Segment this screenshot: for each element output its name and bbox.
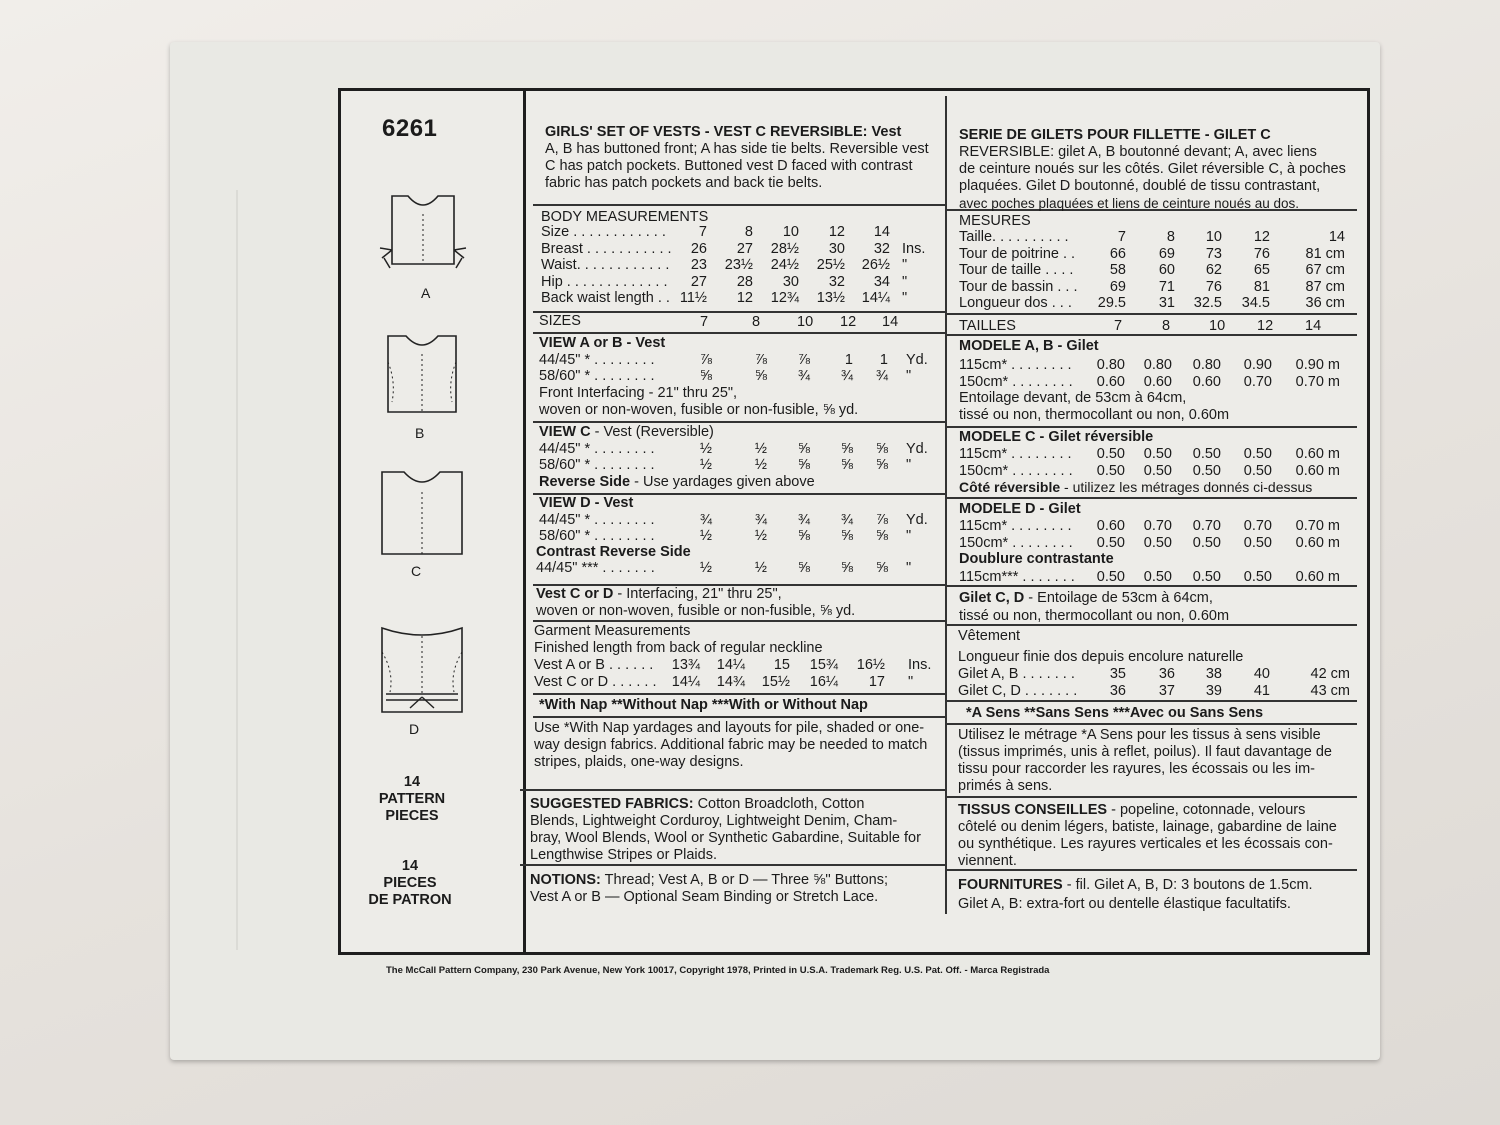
row-value: 8 [1166, 229, 1175, 245]
row-value: 0.70 [1243, 373, 1272, 390]
fr-title-line: plaquées. Gilet D boutonné, doublé de tissu contrastant, [959, 178, 1321, 194]
row-value: 37 [1158, 683, 1175, 699]
row-value: 32 [873, 240, 890, 257]
vest-buttoned-icon [382, 332, 462, 418]
sens-text: Utilisez le métrage *A Sens pour les tissus à sens visible [958, 727, 1321, 743]
row-value: 15 [773, 657, 790, 673]
view-d-heading: VIEW D - Vest [539, 495, 634, 511]
row-label: Tour de bassin . . . [959, 278, 1078, 295]
row-value: 67 cm [1305, 262, 1345, 278]
row-value: ¾ [699, 512, 712, 528]
row-value: ½ [699, 528, 712, 544]
vest-cd-interfacing-2: woven or non-woven, fusible or non-fusible, ⅝ yd. [536, 603, 856, 619]
row-label: 44/45" * . . . . . . . . [539, 512, 655, 528]
view-c-heading: VIEW C - Vest (Reversible) [539, 424, 714, 440]
en-title-line: A, B has buttoned front; A has side tie belts. Reversible vest [545, 141, 929, 157]
row-value: ⅝ [875, 528, 888, 544]
doublure-heading: Doublure contrastante [959, 551, 1114, 567]
row-value: 7 [1117, 229, 1126, 245]
sens-text: (tissus imprimés, unis à reflet, poilus). Il faut davantage de [958, 744, 1332, 760]
row-value: ½ [754, 528, 767, 544]
row-value: 0.50 [1096, 569, 1125, 585]
sizes-label: SIZES [539, 313, 581, 329]
row-label: Gilet C, D . . . . . . . [958, 683, 1078, 699]
row-value: 23½ [724, 257, 753, 273]
row-value: 1 [879, 352, 888, 368]
row-label: 115cm*** . . . . . . . [959, 569, 1075, 585]
row-value: ¾ [797, 512, 810, 528]
fr-title-line: SERIE DE GILETS POUR FILLETTE - GILET C [959, 127, 1271, 143]
row-value: 34.5 [1241, 295, 1270, 311]
row-value: 10 [782, 224, 799, 240]
fournitures: FOURNITURES - fil. Gilet A, B, D: 3 boutons de 1.5cm. [958, 877, 1313, 893]
row-value: 76 [1205, 278, 1222, 295]
pattern-pieces-label-2: PIECES [385, 808, 439, 824]
modele-ab-note: Entoilage devant, de 53cm à 64cm, [959, 390, 1187, 406]
pattern-number: 6261 [382, 115, 438, 142]
garment-measurements-heading: Garment Measurements [534, 623, 691, 639]
row-label: 58/60" * . . . . . . . . [539, 528, 655, 544]
tailles-label: TAILLES [959, 318, 1016, 334]
row-value: 0.50 [1143, 569, 1172, 585]
row-value: 0.50 [1192, 534, 1221, 551]
view-ab-note: woven or non-woven, fusible or non-fusible, ⅝ yd. [539, 402, 859, 418]
row-value: ¾ [875, 368, 888, 384]
row-value: 0.60 m [1295, 462, 1340, 479]
pieces-patron-label: PIECES [383, 875, 437, 891]
row-value: 14¼ [716, 657, 745, 673]
view-label-a: A [421, 285, 431, 301]
tissus-line: viennent. [958, 853, 1017, 869]
row-value: 8 [744, 224, 753, 240]
envelope-flap [196, 190, 238, 950]
row-value: 0.80 [1192, 357, 1221, 373]
row-value: 16½ [856, 657, 885, 673]
row-value: 14 [873, 224, 890, 240]
row-value: 1 [844, 352, 853, 368]
row-value: 39 [1205, 683, 1222, 699]
size-value: 14 [882, 314, 899, 330]
row-label: Vest C or D . . . . . . [534, 673, 657, 690]
row-value: 76 [1253, 245, 1270, 262]
sens-text: tissu pour raccorder les rayures, les écossais ou les im- [958, 761, 1315, 777]
row-value: 14 [1328, 229, 1345, 245]
taille-value: 12 [1257, 318, 1274, 334]
row-value: 62 [1205, 262, 1222, 278]
row-value: 0.70 [1143, 518, 1172, 534]
row-label: 150cm* . . . . . . . . [959, 373, 1073, 390]
row-value: 0.60 [1096, 373, 1125, 390]
row-value: ⅝ [797, 457, 810, 473]
view-label-d: D [409, 721, 420, 737]
row-value: 31 [1158, 295, 1175, 311]
row-value: 0.80 [1143, 357, 1172, 373]
row-value: ½ [754, 441, 767, 457]
size-value: 10 [797, 314, 814, 330]
taille-value: 8 [1162, 318, 1171, 334]
row-value: 66 [1109, 245, 1126, 262]
row-unit: " [906, 457, 912, 473]
row-value: ⅝ [797, 528, 810, 544]
vetement-heading: Vêtement [958, 628, 1021, 644]
row-value: ⅝ [840, 441, 853, 457]
suggested-fabrics-line: bray, Wool Blends, Wool or Synthetic Gabardine, Suitable for [530, 830, 921, 846]
row-value: 41 [1253, 683, 1270, 699]
row-value: 0.50 [1143, 446, 1172, 462]
row-value: 26½ [861, 257, 890, 273]
row-value: ⅞ [754, 352, 767, 368]
pieces-patron-count: 14 [401, 858, 419, 874]
view-label-c: C [411, 563, 422, 579]
row-unit: " [902, 290, 908, 306]
row-unit: " [906, 368, 912, 384]
row-value: 38 [1205, 666, 1222, 682]
body-measurements-heading: BODY MEASUREMENTS [541, 209, 709, 225]
notions: NOTIONS: Thread; Vest A, B or D — Three ⅝'' Buttons; [530, 872, 888, 888]
view-label-b: B [415, 425, 425, 441]
tissus-conseilles: TISSUS CONSEILLES - popeline, cotonnade, velours [958, 802, 1306, 818]
row-value: 24½ [770, 257, 799, 273]
row-value: 0.50 [1096, 462, 1125, 479]
row-value: 65 [1253, 262, 1270, 278]
gilet-cd-entoilage-2: tissé ou non, thermocollant ou non, 0.60m [959, 608, 1230, 624]
row-value: ⅝ [797, 560, 810, 576]
en-title-line: GIRLS' SET OF VESTS - VEST C REVERSIBLE: Vest [545, 124, 902, 140]
row-value: 69 [1158, 245, 1175, 262]
row-value: 81 [1253, 278, 1270, 295]
vest-cd-interfacing: Vest C or D - Interfacing, 21" thru 25", [536, 586, 782, 602]
row-value: 0.70 m [1295, 373, 1340, 390]
size-value: 7 [700, 314, 709, 330]
suggested-fabrics: SUGGESTED FABRICS: Cotton Broadcloth, Cotton [530, 796, 865, 812]
row-value: 32 [828, 273, 845, 290]
row-value: 26 [690, 240, 707, 257]
row-value: ⅝ [699, 368, 712, 384]
row-value: 35 [1109, 666, 1126, 682]
vest-back-tie-icon [376, 622, 468, 718]
row-value: 73 [1205, 245, 1222, 262]
row-value: ⅞ [699, 352, 712, 368]
row-value: ⅝ [875, 441, 888, 457]
column-divider [945, 96, 947, 914]
size-value: 8 [752, 314, 761, 330]
row-value: 13¾ [671, 657, 700, 673]
row-value: ½ [754, 457, 767, 473]
row-unit: Yd. [906, 512, 928, 528]
row-value: 69 [1109, 278, 1126, 295]
fournitures-line: Gilet A, B: extra-fort ou dentelle élastique facultatifs. [958, 896, 1291, 912]
modele-d-heading: MODELE D - Gilet [959, 501, 1081, 517]
row-value: 29.5 [1097, 295, 1126, 311]
fr-title-line: de ceinture noués sur les côtés. Gilet réversible C, à poches [959, 161, 1346, 177]
row-label: 115cm* . . . . . . . . [959, 446, 1072, 462]
row-value: 0.80 [1096, 357, 1125, 373]
row-value: 0.60 m [1295, 569, 1340, 585]
row-value: 7 [698, 224, 707, 240]
modele-ab-note: tissé ou non, thermocollant ou non, 0.60m [959, 407, 1230, 423]
row-value: 0.50 [1192, 462, 1221, 479]
row-value: 0.70 [1192, 518, 1221, 534]
pattern-pieces-count: 14 [403, 774, 421, 790]
row-value: 17 [868, 673, 885, 690]
row-value: 12 [736, 290, 753, 306]
en-title-line: C has patch pockets. Buttoned vest D faced with contrast [545, 158, 913, 174]
row-value: 34 [873, 273, 890, 290]
copyright-footer: The McCall Pattern Company, 230 Park Avenue, New York 10017, Copyright 1978, Printed in U.S.A. Trademark Reg. U.S. Pat. Off. - Marca Registrada [386, 965, 1050, 976]
row-label: 58/60" * . . . . . . . . [539, 368, 655, 384]
row-value: 81 cm [1305, 245, 1345, 262]
row-value: 14¼ [861, 290, 890, 306]
view-c-note: Reverse Side - Use yardages given above [539, 474, 815, 490]
row-value: 12 [828, 224, 845, 240]
row-label: 44/45" * . . . . . . . . [539, 352, 655, 368]
row-unit: Ins. [908, 657, 932, 673]
row-value: 0.60 [1096, 518, 1125, 534]
row-label: 58/60" * . . . . . . . . [539, 457, 655, 473]
row-value: 12 [1253, 229, 1270, 245]
row-value: ⅝ [754, 368, 767, 384]
row-value: 0.70 m [1295, 518, 1340, 534]
row-value: ¾ [797, 368, 810, 384]
taille-value: 10 [1209, 318, 1226, 334]
row-value: 36 [1158, 666, 1175, 682]
row-value: 58 [1109, 262, 1126, 278]
row-value: 15¾ [809, 657, 838, 673]
row-value: 87 cm [1305, 278, 1345, 295]
tissus-line: ou synthétique. Les rayures verticales et les écossais con- [958, 836, 1333, 852]
row-value: 0.50 [1243, 446, 1272, 462]
fr-title-line: REVERSIBLE: gilet A, B boutonné devant; A, avec liens [959, 144, 1317, 160]
row-unit: " [906, 560, 912, 576]
row-value: ½ [754, 560, 767, 576]
row-value: 14¼ [671, 673, 700, 690]
row-value: 27 [690, 273, 707, 290]
row-unit: Yd. [906, 441, 928, 457]
gilet-cd-entoilage: Gilet C, D - Entoilage de 53cm à 64cm, [959, 590, 1213, 606]
row-value: 0.60 [1192, 373, 1221, 390]
row-value: 13½ [816, 290, 845, 306]
row-label: Back waist length . . [541, 290, 670, 306]
row-value: ¾ [840, 512, 853, 528]
row-value: 11½ [679, 290, 707, 306]
view-ab-note: Front Interfacing - 21" thru 25", [539, 385, 738, 401]
row-value: 28 [736, 273, 753, 290]
row-label: Breast . . . . . . . . . . . [541, 240, 672, 257]
sens-text: primés à sens. [958, 778, 1053, 794]
row-label: Gilet A, B . . . . . . . [958, 666, 1075, 682]
row-label: Hip . . . . . . . . . . . . . [541, 273, 668, 290]
sens-legend: *A Sens **Sans Sens ***Avec ou Sans Sens [966, 705, 1264, 721]
row-label: 115cm* . . . . . . . . [959, 518, 1072, 534]
row-value: ⅝ [797, 441, 810, 457]
row-value: 16¼ [809, 673, 838, 690]
row-label: Tour de taille . . . . [959, 262, 1074, 278]
row-value: 42 cm [1310, 666, 1350, 682]
contrast-reverse-heading: Contrast Reverse Side [536, 544, 691, 560]
row-value: ½ [699, 457, 712, 473]
row-label: Vest A or B . . . . . . [534, 657, 654, 673]
row-value: ⅝ [840, 560, 853, 576]
row-value: 0.50 [1243, 462, 1272, 479]
row-value: 40 [1253, 666, 1270, 682]
row-value: 30 [828, 240, 845, 257]
row-label: Tour de poitrine . . [959, 245, 1076, 262]
row-value: 0.50 [1243, 569, 1272, 585]
row-value: 0.70 [1243, 518, 1272, 534]
modele-ab-heading: MODELE A, B - Gilet [959, 338, 1099, 354]
row-value: 0.50 [1096, 446, 1125, 462]
row-value: 10 [1205, 229, 1222, 245]
row-label: 150cm* . . . . . . . . [959, 534, 1073, 551]
row-label: 115cm* . . . . . . . . [959, 357, 1072, 373]
row-value: ¾ [754, 512, 767, 528]
row-value: 12¾ [770, 290, 799, 306]
row-unit: " [902, 257, 908, 273]
row-value: 43 cm [1310, 683, 1350, 699]
row-value: ⅝ [875, 560, 888, 576]
row-value: 28½ [770, 240, 799, 257]
nap-legend: *With Nap **Without Nap ***With or Without Nap [539, 697, 868, 713]
row-unit: " [902, 273, 908, 290]
row-value: 0.60 [1143, 373, 1172, 390]
nap-text: stripes, plaids, one-way designs. [534, 754, 744, 770]
row-value: 0.90 m [1295, 357, 1340, 373]
row-value: ½ [699, 441, 712, 457]
row-value: ⅞ [875, 512, 888, 528]
vest-side-ties-icon [378, 192, 468, 276]
row-label: Waist. . . . . . . . . . . . [541, 257, 670, 273]
row-value: 15½ [761, 673, 790, 690]
row-unit: " [908, 673, 914, 690]
row-label: 44/45" *** . . . . . . . [536, 560, 655, 576]
view-ab-heading: VIEW A or B - Vest [539, 335, 666, 351]
vest-plain-icon [376, 468, 468, 560]
row-value: 60 [1158, 262, 1175, 278]
row-value: 0.50 [1143, 462, 1172, 479]
nap-text: Use *With Nap yardages and layouts for pile, shaded or one- [534, 720, 925, 736]
row-value: 0.50 [1192, 569, 1221, 585]
taille-value: 14 [1305, 318, 1322, 334]
fr-title-line: avec poches plaquées et liens de ceinture noués au dos. [959, 196, 1299, 211]
row-value: ⅝ [840, 528, 853, 544]
row-label: Longueur dos . . . [959, 295, 1072, 311]
size-value: 12 [840, 314, 857, 330]
row-value: 0.60 m [1295, 446, 1340, 462]
row-value: 0.50 [1192, 446, 1221, 462]
row-label: Taille. . . . . . . . . . [959, 229, 1069, 245]
vetement-sub: Longueur finie dos depuis encolure naturelle [958, 649, 1244, 665]
row-label: Size . . . . . . . . . . . . [541, 224, 666, 240]
row-value: ½ [699, 560, 712, 576]
row-value: 0.50 [1143, 534, 1172, 551]
pieces-patron-label-2: DE PATRON [368, 892, 452, 908]
row-value: 14¾ [716, 673, 745, 690]
row-value: 71 [1158, 278, 1175, 295]
pattern-pieces-label: PATTERN [378, 791, 446, 807]
row-value: 0.50 [1243, 534, 1272, 551]
nap-text: way design fabrics. Additional fabric may be needed to match [534, 737, 928, 753]
row-label: 150cm* . . . . . . . . [959, 462, 1073, 479]
suggested-fabrics-line: Blends, Lightweight Corduroy, Lightweight Denim, Cham- [530, 813, 898, 829]
row-value: 0.50 [1096, 534, 1125, 551]
mesures-heading: MESURES [959, 213, 1031, 229]
row-value: 0.90 [1243, 357, 1272, 373]
en-title-line: fabric has patch pockets and back tie belts. [545, 175, 823, 191]
row-value: ¾ [840, 368, 853, 384]
tissus-line: côtelé ou denim légers, batiste, lainage, gabardine de laine [958, 819, 1337, 835]
modele-c-note: Côté réversible - utilizez les métrages donnés ci-dessus [959, 479, 1313, 495]
row-value: ⅝ [840, 457, 853, 473]
row-value: 23 [690, 257, 707, 273]
modele-c-heading: MODELE C - Gilet réversible [959, 429, 1154, 445]
row-value: 0.60 m [1295, 534, 1340, 551]
row-value: ⅝ [875, 457, 888, 473]
row-value: ⅞ [797, 352, 810, 368]
row-unit: " [906, 528, 912, 544]
row-value: 25½ [816, 257, 845, 273]
row-unit: Ins. [902, 240, 926, 257]
row-value: 27 [736, 240, 753, 257]
row-value: 32.5 [1193, 295, 1222, 311]
suggested-fabrics-line: Lengthwise Stripes or Plaids. [530, 847, 717, 863]
row-value: 30 [782, 273, 799, 290]
row-value: 36 cm [1305, 295, 1345, 311]
row-value: 36 [1109, 683, 1126, 699]
row-unit: Yd. [906, 352, 928, 368]
garment-measurements-sub: Finished length from back of regular neckline [534, 640, 823, 656]
notions-line: Vest A or B — Optional Seam Binding or Stretch Lace. [530, 889, 879, 905]
row-label: 44/45" * . . . . . . . . [539, 441, 655, 457]
taille-value: 7 [1114, 318, 1123, 334]
